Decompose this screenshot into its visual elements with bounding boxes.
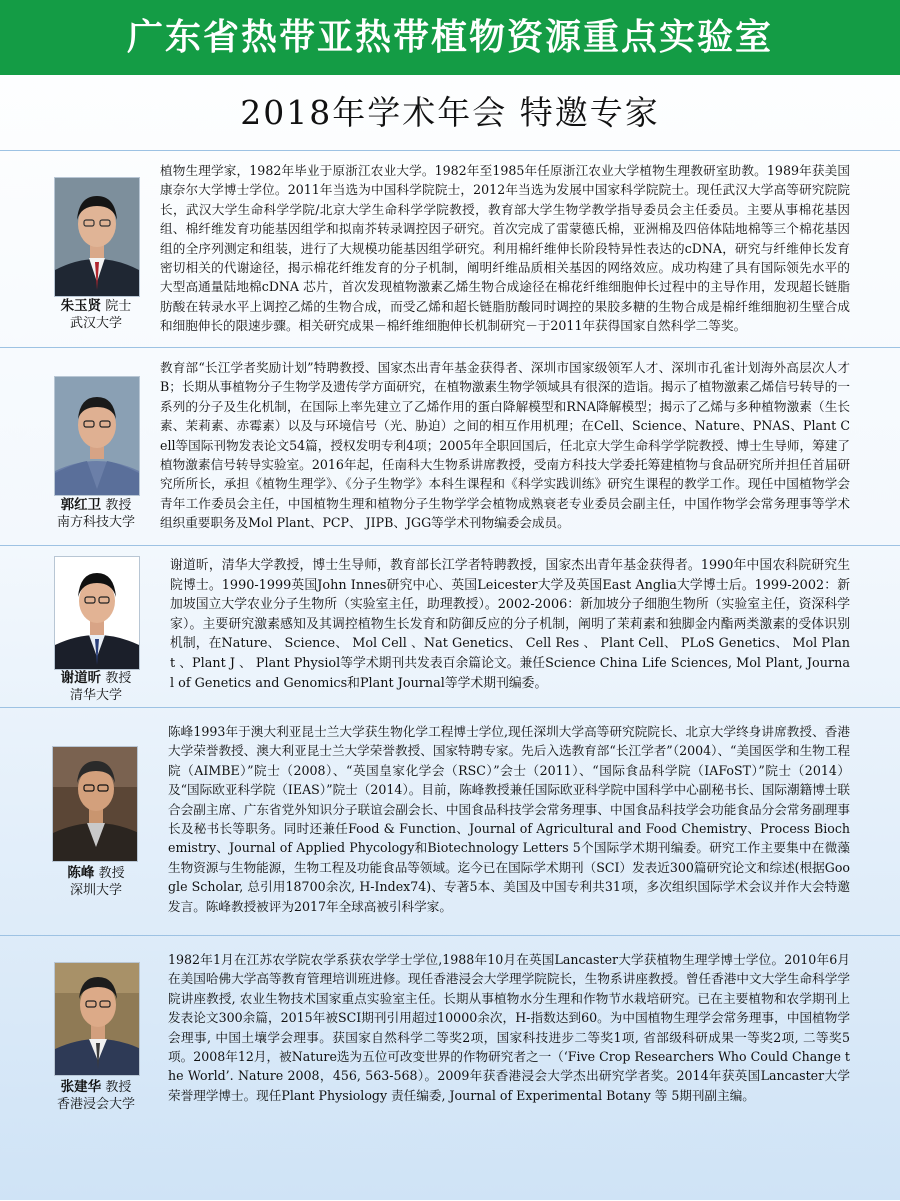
expert-title: 教授 (98, 866, 125, 881)
expert-bio-text: 教育部“长江学者奖励计划”特聘教授、国家杰出青年基金获得者、深圳市国家级领军人才、深圳市孔雀计划海外高层次人才B；长期从事植物分子生物学及遗传学方面研究，在植物激素生物学领域具有很深的造诣。揭示了植物激素乙烯信号转导的一系列的分子及生化机制，在国际上率先建立了乙烯作用的蛋白降解模型和RNA降解模型；揭示了乙烯与多种植物激素（生长素、茉莉素、赤霉素）以及与环境信号（光、胁迫）之间的相互作用机理；在Cell、Science、Nature、PNAS、Plant Cell等国际刊物发表论文54篇，授权发明专利4项；2005年全职回国后，任北京大学生命科学学院教授、博士生导师，筹建了植物激素信号转导实验室。2016年起，任南科大生物系讲席教授，受南方科技大学委托筹建植物与食品研究所并担任首届研究所所长，承担《植物生理学》、《分子生物学》本科生课程和《科学实践训练》研究生课程的教学工作。现任中国植物学会青年工作委员会主任，中国植物生理和植物分子生物学学会植物成熟衰老专业委员会副主任，中国作物学会常务理事等学术组织重要职务及Mol Plant、PCP、 JIPB、JGG等学术刊物编委会成员。 (160, 360, 850, 531)
expert-affiliation: 清华大学 (69, 688, 122, 703)
expert-photo (52, 746, 138, 862)
expert-card (0, 707, 900, 936)
portrait-image (55, 377, 139, 495)
portrait-image (53, 747, 138, 861)
expert-photo (54, 962, 140, 1076)
expert-title: 教授 (105, 1080, 132, 1095)
expert-name-line (21, 669, 171, 688)
expert-photo (54, 177, 140, 297)
page-subtitle: 2018年学术年会 特邀专家 (240, 93, 660, 132)
expert-photo (54, 376, 140, 496)
expert-affiliation: 香港浸会大学 (56, 1097, 135, 1112)
expert-bio-text: 谢道昕，清华大学教授，博士生导师，教育部长江学者特聘教授，国家杰出青年基金获得者。1990年中国农科院研究生院博士。1990-1999英国John Innes研究中心、英国Leicester大学及英国East Anglia大学博士后。1999-2002：新加坡国立大学农业分子生物所（实验室主任，助理教授）。2002-2006：新加坡分子细胞生物所（实验室主任，资深科学家）。主要研究激素感知及其调控植物生长发育和防御反应的分子机制，阐明了茉莉素和独脚金内酯两类激素的受体识别机制，在Nature、 Science、 Mol Cell 、Nat Genetics、 Cell Res 、 Plant Cell、 PLoS Genetics、 Mol Plant 、Plant J 、 Plant Physiol等学术期刊共发表百余篇论文。兼任Science China Life Sciences, Mol Plant, Journal of Genetics and Genomics和Plant Journal等学术期刊编委。 (170, 558, 850, 691)
expert-title: 院士 (105, 299, 132, 314)
expert-name-line (21, 297, 171, 316)
expert-card (0, 545, 900, 708)
expert-name: 谢道昕 (60, 670, 102, 686)
expert-title: 教授 (105, 498, 132, 513)
expert-bio-text: 1982年1月在江苏农学院农学系获农学学士学位,1988年10月在英国Lancaster大学获植物生理学博士学位。2010年6月在美国哈佛大学高等教育管理培训班进修。现任香港浸会大学理学院院长，生物系讲座教授。曾任香港中文大学生命科学学院讲座教授, 农业生物技术国家重点实验室主任。长期从事植物水分生理和作物节水栽培研究。已在主要植物和农学期刊上发表论文300余篇，2015年被SCI期刊引用超过10000余次，H-指数达到60。为中国植物生理学会常务理事，中国植物学会理事, 中国土壤学会理事。获国家自然科学二等奖2项，国家科技进步二等奖1项, 省部级科研成果一等奖2项, 二等奖5项。2008年12月，被Nature选为五位可改变世界的作物研究者之一（‘Five Crop Researchers Who Could Change the World’. Nature 2008，456, 563-568）。2009年获香港浸会大学杰出研究学者奖。2014年获英国Lancaster大学荣誉理学博士。现任Plant Physiology 责任编委, Journal of Experimental Botany 等 5期刊副主编。 (168, 952, 850, 1103)
expert-name-line (21, 1078, 171, 1097)
expert-bio (160, 358, 850, 533)
expert-title: 教授 (105, 671, 132, 686)
expert-photo (54, 556, 140, 670)
expert-bio-text: 陈峰1993年于澳大利亚昆士兰大学获生物化学工程博士学位,现任深圳大学高等研究院院长、北京大学终身讲席教授、香港大学荣誉教授、澳大利亚昆士兰大学荣誉教授、国家特聘专家。先后入选教育部“长江学者”（2004）、“美国医学和生物工程院（AIMBE）”院士（2008）、“英国皇家化学会（RSC）”会士（2011）、“国际食品科学院（IAFoST）”院士（2014）及“国际欧亚科学院（IEAS）”院士（2014）。目前，陈峰教授兼任国际欧亚科学院中国科学中心副秘书长、国际潮籍博士联合会副主席、广东省党外知识分子联谊会副会长、中国食品科技学会常务理事、中国食品科技学会功能食品分会常务副理事长及秘书长等职务。同时还兼任Food & Function、Journal of Agricultural and Food Chemistry、Process Biochemistry、Journal of Applied Phycology和Biotechnology Letters 5个国际学术期刊编委。研究工作主要集中在微藻生物资源与生物能源，生物工程及功能食品等领域。迄今已在国际学术期刊（SCI）发表近300篇研究论文和综述(根据Google Scholar, 总引用18700余次, H-Index74)、专著5本、美国及中国专利共31项，多次组织国际学术会议并作大会特邀发言。陈峰教授被评为2017年全球高被引科学家。 (168, 724, 850, 914)
expert-bio (168, 722, 850, 916)
lab-title-banner (0, 0, 900, 75)
expert-bio (170, 556, 850, 693)
expert-bio-text: 植物生理学家，1982年毕业于原浙江农业大学。1982年至1985年任原浙江农业大学植物生理教研室助教。1989年获美国康奈尔大学博士学位。2011年当选为中国科学院院士，2012年当选为发展中国家科学院院士。现任武汉大学高等研究院院长，武汉大学生命科学学院/北京大学生命科学学院教授，教育部大学生物学教学指导委员会主任委员。主要从事棉花基因组、棉纤维发育功能基因组学和拟南芥转录调控因子研究。首次完成了雷蒙德氏棉，亚洲棉及四倍体陆地棉等三个棉花基因组的全序列测定和组装，进行了大规模功能基因组学研究。利用棉纤维伸长阶段特异性表达的cDNA，研究与纤维伸长发育密切相关的代谢途径，揭示棉花纤维发育的分子机制，阐明纤维品质相关基因的网络效应。成功构建了具有国际领先水平的大型高通量陆地棉cDNA 芯片，首次发现植物激素乙烯生物合成途径在棉花纤维细胞伸长过程中的主导作用，发现超长链脂肪酸在转录水平上调控乙烯的生物合成，而受乙烯和超长链脂肪酸同时调控的果胶多糖的生物合成是棉纤维细胞初生壁合成和细胞伸长的限速步骤。相关研究成果－棉纤维细胞伸长机制研究－于2011年获得国家自然科学二等奖。 (160, 163, 850, 334)
expert-bio (160, 161, 850, 336)
expert-bio (168, 950, 850, 1105)
expert-card (0, 935, 900, 1201)
expert-name: 张建华 (60, 1079, 102, 1095)
expert-name-line (21, 496, 171, 515)
expert-affiliation: 南方科技大学 (56, 515, 135, 530)
expert-name: 陈峰 (67, 865, 95, 881)
expert-affiliation: 深圳大学 (69, 883, 122, 898)
expert-name: 郭红卫 (60, 497, 102, 513)
portrait-image (55, 557, 139, 669)
portrait-image (55, 963, 140, 1075)
expert-name-line (21, 864, 171, 883)
expert-name: 朱玉贤 (60, 298, 102, 314)
expert-card (0, 347, 900, 546)
expert-affiliation: 武汉大学 (69, 316, 122, 331)
portrait-image (55, 178, 139, 296)
expert-card (0, 150, 900, 348)
lab-title: 广东省热带亚热带植物资源重点实验室 (126, 17, 773, 58)
